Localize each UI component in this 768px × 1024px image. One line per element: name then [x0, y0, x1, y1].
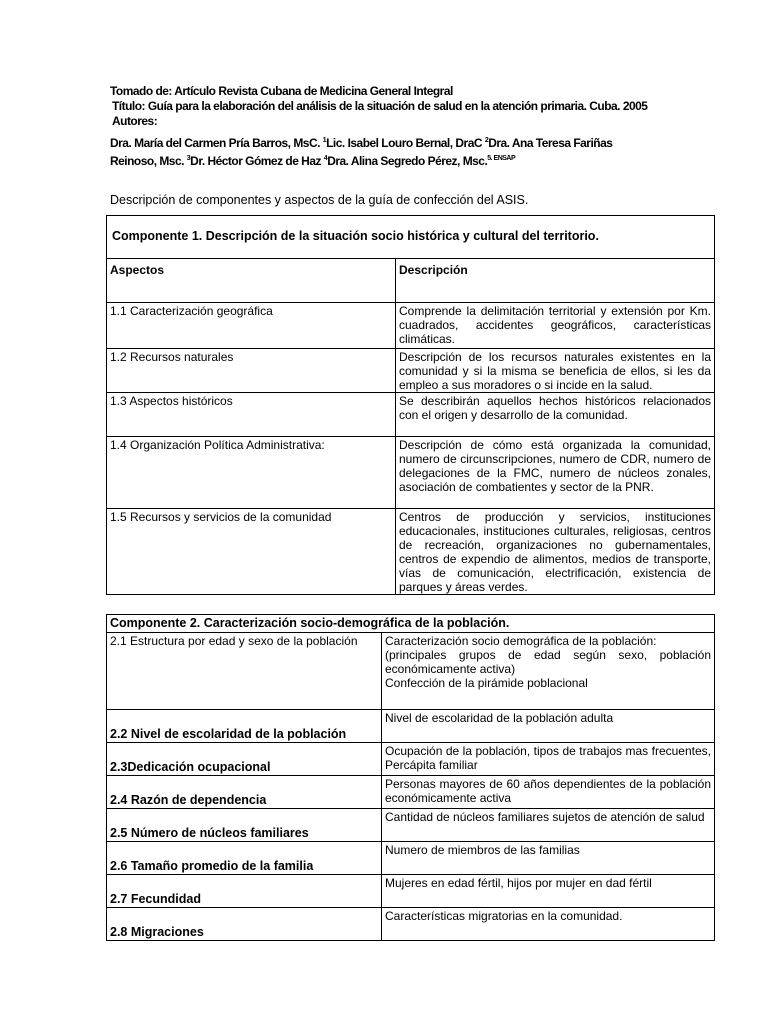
component-2-table [106, 614, 715, 941]
aspect-cell: 1.1 Caracterización geográfica [107, 303, 396, 349]
description-cell: Características migratorias en la comunidad. [382, 908, 715, 941]
description-line: Caracterización socio demográfica de la población: [385, 634, 657, 648]
component-1-title: Componente 1. Descripción de la situación socio histórica y cultural del territorio. [107, 216, 715, 259]
intro-text: Descripción de componentes y aspectos de la guía de confección del ASIS. [110, 193, 529, 207]
authors-line-1: Dra. María del Carmen Pría Barros, MsC. $^1$Lic. Isabel Louro Bernal, DraC $^2$Dra. Ana Teresa Fariñas [110, 136, 613, 150]
table-row [107, 509, 715, 595]
source-line: Tomado de: Artículo Revista Cubana de Medicina General Integral [110, 84, 453, 98]
description-cell: Nivel de escolaridad de la población adulta [382, 710, 715, 743]
table-row [107, 393, 715, 437]
aspect-cell: 1.4 Organización Política Administrativa: [107, 437, 396, 509]
aspect-cell: 2.5 Número de núcleos familiares [107, 809, 382, 842]
aspect-cell: 2.4 Razón de dependencia [107, 776, 382, 809]
document-header [110, 84, 730, 169]
component-1-table [106, 215, 715, 595]
title-line: Título: Guía para la elaboración del análisis de la situación de salud en la atención primaria. Cuba. 2005 [111, 99, 648, 113]
aspect-cell: 1.3 Aspectos históricos [107, 393, 396, 437]
table-row [107, 776, 715, 809]
authors-line-2: Reinoso, Msc. $^3$Dr. Héctor Gómez de Haz $^4$Dra. Alina Segredo Pérez, Msc.$^{5. ENSAP}$ [110, 154, 516, 168]
column-header-aspects: Aspectos [107, 259, 396, 303]
description-cell: Comprende la delimitación territorial y extensión por Km. cuadrados, accidentes geográficos, características climáticas. [396, 303, 715, 349]
aspect-cell: 2.2 Nivel de escolaridad de la población [107, 710, 382, 743]
table-row [107, 842, 715, 875]
description-cell: Centros de producción y servicios, instituciones educacionales, instituciones culturales, religiosas, centros de recreación, organizaciones no gubernamentales, centros de expendio de alimentos, medios de transporte, vías de comunicación, electrificación, existencia de parques y áreas verdes. [396, 509, 715, 595]
table-row [107, 303, 715, 349]
description-cell [382, 633, 715, 710]
description-cell: Numero de miembros de las familias [382, 842, 715, 875]
column-header-description: Descripción [396, 259, 715, 303]
component-2-title: Componente 2. Caracterización socio-demográfica de la población. [107, 615, 715, 633]
description-cell: Personas mayores de 60 años dependientes de la población económicamente activa [382, 776, 715, 809]
table-row [107, 710, 715, 743]
aspect-cell: 2.8 Migraciones [107, 908, 382, 941]
table-row [107, 875, 715, 908]
authors-label: Autores: [111, 114, 158, 128]
aspect-cell: 1.2 Recursos naturales [107, 349, 396, 393]
description-line: Confección de la pirámide poblacional [385, 676, 588, 690]
table-row [107, 437, 715, 509]
aspect-cell: 2.7 Fecundidad [107, 875, 382, 908]
description-cell: Cantidad de núcleos familiares sujetos de atención de salud [382, 809, 715, 842]
aspect-cell: 2.3Dedicación ocupacional [107, 743, 382, 776]
description-cell: Descripción de cómo está organizada la comunidad, numero de circunscripciones, numero de CDR, numero de delegaciones de la FMC, numero de núcleos zonales, asociación de combatientes y sector de la PNR. [396, 437, 715, 509]
aspect-cell: 2.6 Tamaño promedio de la familia [107, 842, 382, 875]
table-row [107, 633, 715, 710]
description-cell: Descripción de los recursos naturales existentes en la comunidad y si la misma se beneficia de ellos, si les da empleo a sus moradores o si incide en la salud. [396, 349, 715, 393]
description-line: (principales grupos de edad según sexo, población económicamente activa) [385, 648, 711, 676]
description-cell: Mujeres en edad fértil, hijos por mujer en dad fértil [382, 875, 715, 908]
table-row [107, 743, 715, 776]
table-row [107, 349, 715, 393]
description-cell: Ocupación de la población, tipos de trabajos mas frecuentes, Percápita familiar [382, 743, 715, 776]
table-row [107, 908, 715, 941]
aspect-cell: 1.5 Recursos y servicios de la comunidad [107, 509, 396, 595]
aspect-cell: 2.1 Estructura por edad y sexo de la población [107, 633, 382, 710]
description-cell: Se describirán aquellos hechos históricos relacionados con el origen y desarrollo de la comunidad. [396, 393, 715, 437]
table-row [107, 809, 715, 842]
